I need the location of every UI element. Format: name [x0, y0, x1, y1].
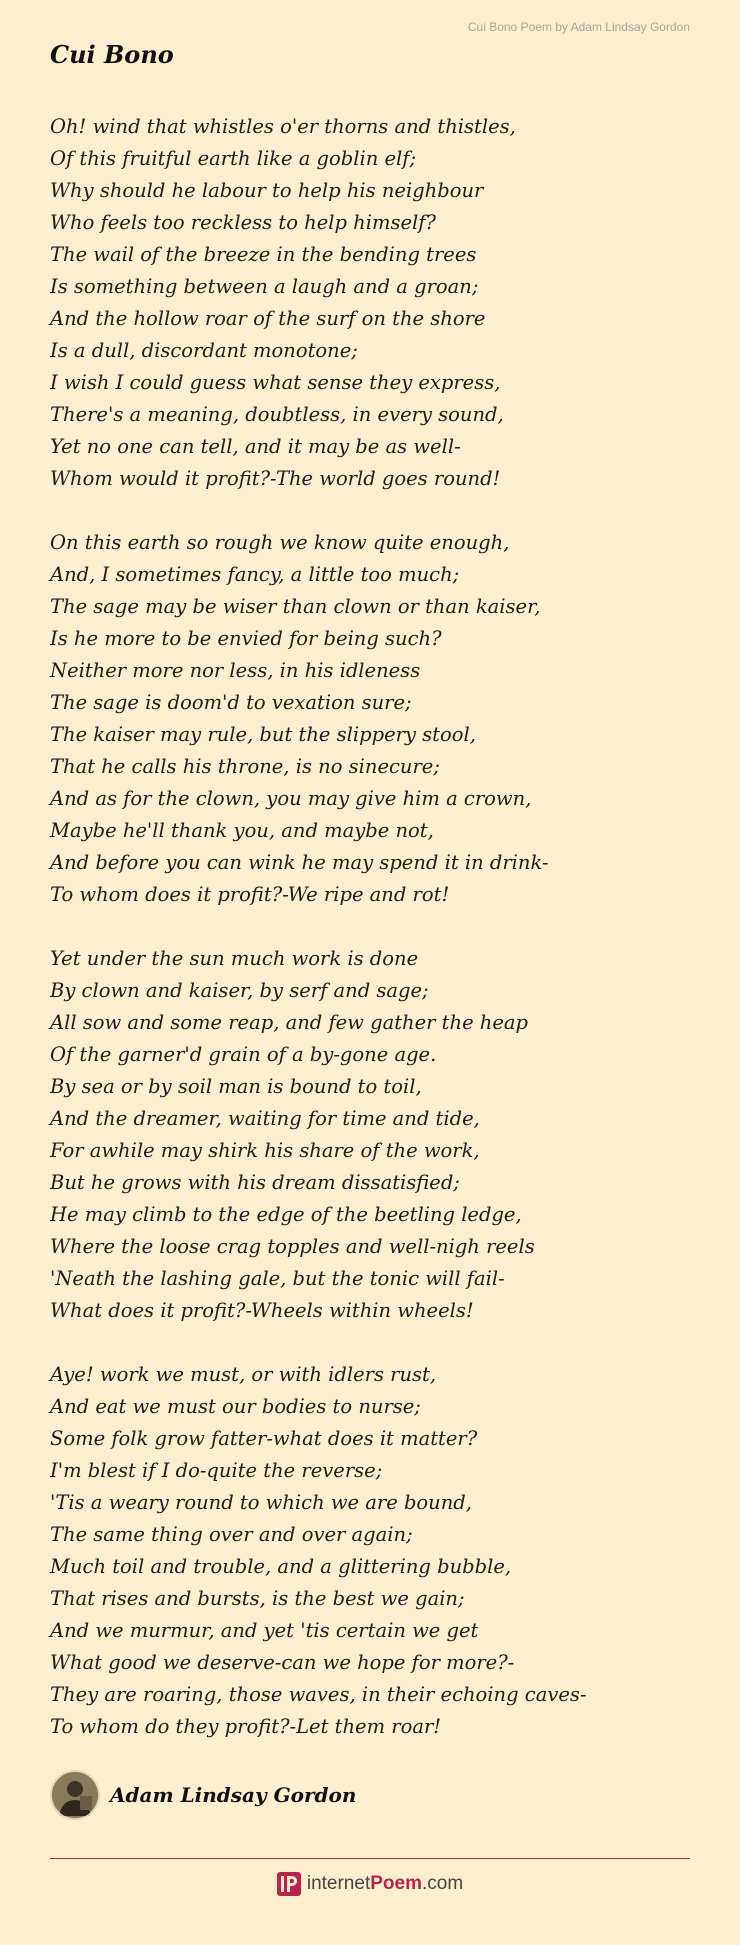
brand-part-internet: internet	[306, 1873, 371, 1894]
poem-line: There's a meaning, doubtless, in every sound,	[50, 403, 504, 426]
author-portrait-icon[interactable]	[50, 1770, 100, 1820]
poem-body	[50, 111, 700, 1775]
author-block[interactable]	[50, 1770, 356, 1820]
poem-line: Where the loose crag topples and well-nigh reels	[50, 1235, 535, 1258]
poem-line: And eat we must our bodies to nurse;	[50, 1395, 421, 1418]
footer-divider	[50, 1858, 690, 1859]
poem-line: Yet no one can tell, and it may be as well-	[50, 435, 461, 458]
poem-line: By sea or by soil man is bound to toil,	[50, 1075, 422, 1098]
poem-line: But he grows with his dream dissatisfied;	[50, 1171, 460, 1194]
poem-line: Neither more nor less, in his idleness	[50, 659, 421, 682]
poem-line: 'Neath the lashing gale, but the tonic will fail-	[50, 1267, 505, 1290]
poem-line: He may climb to the edge of the beetling ledge,	[50, 1203, 522, 1226]
poem-stanza	[50, 111, 700, 495]
poem-line: By clown and kaiser, by serf and sage;	[50, 979, 429, 1002]
poem-line: And before you can wink he may spend it in drink-	[50, 851, 549, 874]
poem-line: And we murmur, and yet 'tis certain we get	[50, 1619, 479, 1642]
poem-line: What does it profit?-Wheels within wheels!	[50, 1299, 474, 1322]
poem-line: That he calls his throne, is no sinecure;	[50, 755, 440, 778]
poem-line: 'Tis a weary round to which we are bound,	[50, 1491, 472, 1514]
poem-line: I wish I could guess what sense they express,	[50, 371, 501, 394]
poem-line: Of this fruitful earth like a goblin elf;	[50, 147, 417, 170]
poem-line: Is something between a laugh and a groan;	[50, 275, 479, 298]
brand-link[interactable]	[307, 1872, 463, 1896]
poem-line: What good we deserve-can we hope for more?-	[50, 1651, 515, 1674]
poem-line: That rises and bursts, is the best we gain;	[50, 1587, 465, 1610]
poem-line: And, I sometimes fancy, a little too much;	[50, 563, 460, 586]
author-name[interactable]: Adam Lindsay Gordon	[110, 1783, 357, 1807]
poem-line: Much toil and trouble, and a glittering bubble,	[50, 1555, 512, 1578]
footer[interactable]	[0, 1872, 740, 1896]
poem-stanza	[50, 943, 700, 1327]
poem-line: Oh! wind that whistles o'er thorns and thistles,	[50, 115, 516, 138]
poem-line: Is he more to be envied for being such?	[50, 627, 442, 650]
poem-line: The sage may be wiser than clown or than kaiser,	[50, 595, 541, 618]
poem-title: Cui Bono	[50, 40, 174, 69]
internetpoem-logo-icon[interactable]	[277, 1872, 301, 1896]
poem-line: And as for the clown, you may give him a crown,	[50, 787, 532, 810]
brand-part-poem: Poem	[370, 1873, 422, 1894]
poem-line: Why should he labour to help his neighbour	[50, 179, 484, 202]
poem-stanza	[50, 1359, 700, 1743]
poem-line: Whom would it profit?-The world goes round!	[50, 467, 501, 490]
poem-line: To whom do they profit?-Let them roar!	[50, 1715, 442, 1738]
poem-line: Yet under the sun much work is done	[50, 947, 419, 970]
poem-line: The same thing over and over again;	[50, 1523, 413, 1546]
poem-line: Aye! work we must, or with idlers rust,	[50, 1363, 437, 1386]
poem-line: Of the garner'd grain of a by-gone age.	[50, 1043, 437, 1066]
poem-stanza	[50, 527, 700, 911]
poem-line: All sow and some reap, and few gather the heap	[50, 1011, 529, 1034]
poem-line: For awhile may shirk his share of the work,	[50, 1139, 480, 1162]
poem-line: Some folk grow fatter-what does it matter?	[50, 1427, 478, 1450]
poem-line: The kaiser may rule, but the slippery stool,	[50, 723, 476, 746]
poem-line: Maybe he'll thank you, and maybe not,	[50, 819, 434, 842]
poem-line: Who feels too reckless to help himself?	[50, 211, 436, 234]
poem-line: I'm blest if I do-quite the reverse;	[50, 1459, 383, 1482]
poem-line: Is a dull, discordant monotone;	[50, 339, 358, 362]
poem-line: On this earth so rough we know quite enough,	[50, 531, 510, 554]
watermark: Cui Bono Poem by Adam Lindsay Gordon	[467, 20, 690, 34]
poem-line: They are roaring, those waves, in their echoing caves-	[50, 1683, 587, 1706]
poem-line: To whom does it profit?-We ripe and rot!	[50, 883, 450, 906]
poem-line: The wail of the breeze in the bending trees	[50, 243, 477, 266]
brand-part-com: .com	[421, 1873, 464, 1894]
poem-line: The sage is doom'd to vexation sure;	[50, 691, 412, 714]
poem-line: And the hollow roar of the surf on the shore	[50, 307, 486, 330]
poem-line: And the dreamer, waiting for time and tide,	[50, 1107, 480, 1130]
